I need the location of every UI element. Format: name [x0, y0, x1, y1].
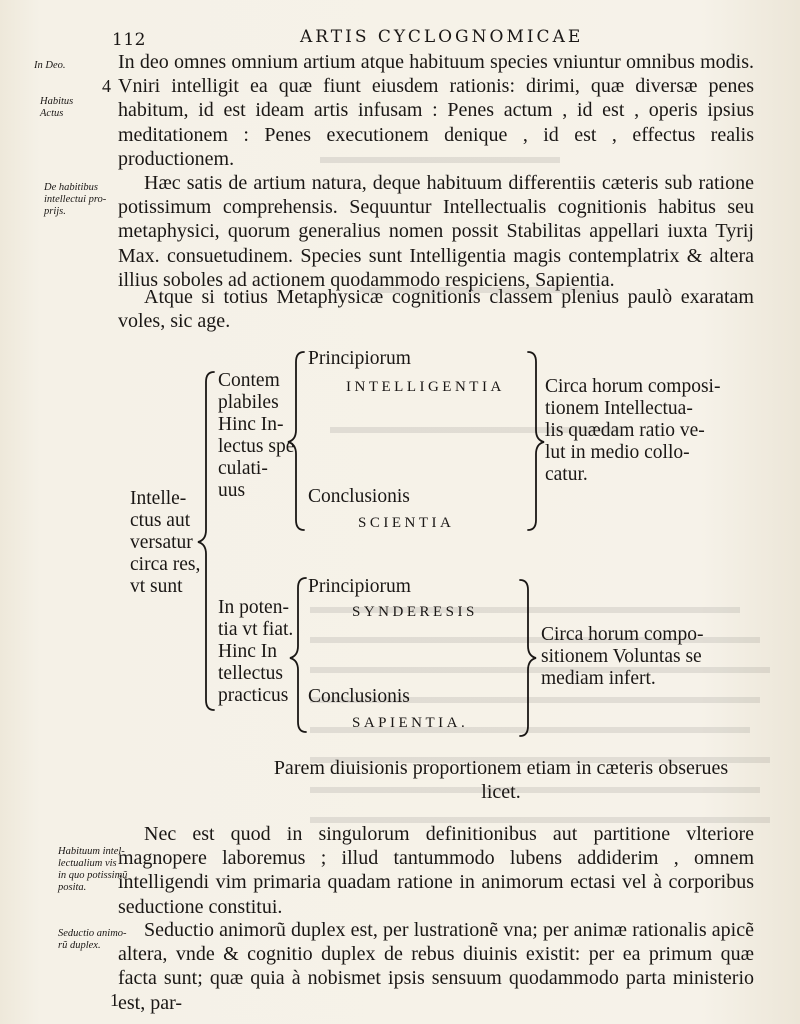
diagram-lower-note: Circa horum compo- sitionem Voluntas se mediam infert.	[541, 624, 704, 689]
diagram-upper-note: Circa horum composi- tionem Intellectua- lis quædam ratio ve- lut in medio collo- catur.	[545, 376, 721, 485]
line-number-1: 1	[110, 990, 119, 1010]
brace-lower-right	[520, 580, 536, 736]
paragraph-atque-si: Atque si totius Metaphysicæ cognitionis classem plenius paulò exaratam voles, sic age.	[118, 286, 754, 333]
paragraph-seductio: Seductio animorũ duplex est, per lustrationẽ vna; per animæ rationalis apicẽ altera, vnde & cognitio duplex de rebus diuinis existit: per ea primum quæ facta sunt; quæ quia à nobismet ipsis sensuum quodammodo parta ministerio est, par-	[118, 919, 754, 1014]
margin-note-in-deo: In Deo.	[34, 60, 66, 71]
diagram-scientia: SCIENTIA	[358, 515, 455, 531]
running-title: ARTIS CYCLOGNOMICAE	[300, 27, 584, 47]
parem-diuisionis: Parem diuisionis proportionem etiam in cæteris obserues licet.	[273, 757, 729, 803]
paragraph-in-deo: In deo omnes omnium artium atque habituum species vniuntur omnibus modis. Vniri intelligit ea quæ fiunt eiusdem rationis: dirimi, quæ diversæ penes habitum, id est ideam artis infusam : Penes actum , id est , operis ipsius meditationem : Penes executionem denique , id est , effectus realis productionem.	[118, 51, 754, 170]
brace-upper-right	[528, 352, 544, 530]
paragraph-haec-satis: Hæc satis de artium natura, deque habituum differentiis cæteris sub ratione potissimum comprehensis. Sequuntur Intellectualis cognitionis habitus seu metaphysici, quorum generalius nomen possit Stabilitas appellari iuxta Tyrij Max. consuetudinem. Species sunt Intelligentia magis contemplatrix & altera illius soboles ad actionem quodammodo respiciens, Sapientia.	[118, 172, 754, 291]
diagram-lower-conclusionis: Conclusionis	[308, 686, 410, 707]
diagram-synderesis: SYNDERESIS	[352, 604, 478, 620]
paragraph-nec-est: Nec est quod in singulorum definitionibus aut partitione vlteriore magnopere laboremus ; illud tantummodo lubens addiderim , omnem intelligendi vim primaria quadam ratione in animorum ectasi vel à corporibus seductione constitui.	[118, 823, 754, 918]
diagram-intelligentia: INTELLIGENTIA	[346, 379, 505, 395]
line-number-4: 4	[102, 76, 111, 96]
diagram-lower-principiorum: Principiorum	[308, 576, 411, 597]
diagram-upper-conclusionis: Conclusionis	[308, 486, 410, 507]
margin-note-seductio: Seductio animo- rũ duplex.	[58, 928, 127, 951]
margin-note-habitus-actus: Habitus Actus	[40, 96, 74, 119]
diagram-lower-branch: In poten- tia vt fiat. Hinc In tellectus practicus	[218, 597, 294, 706]
diagram-upper-branch: Contem plabiles Hinc In- lectus spe culati- uus	[218, 370, 295, 501]
diagram-sapientia: SAPIENTIA.	[352, 715, 469, 731]
margin-note-habituum: Habituum intel- lectualium vis in quo potissimũ posita.	[58, 846, 128, 893]
brace-root	[198, 372, 214, 710]
page-number: 112	[112, 30, 146, 50]
diagram-upper-principiorum: Principiorum	[308, 348, 411, 369]
margin-note-de-habitibus: De habitibus intellectui pro- prijs.	[44, 182, 107, 217]
diagram-root-intellectus: Intelle- ctus aut versatur circa res, vt sunt	[130, 488, 201, 597]
